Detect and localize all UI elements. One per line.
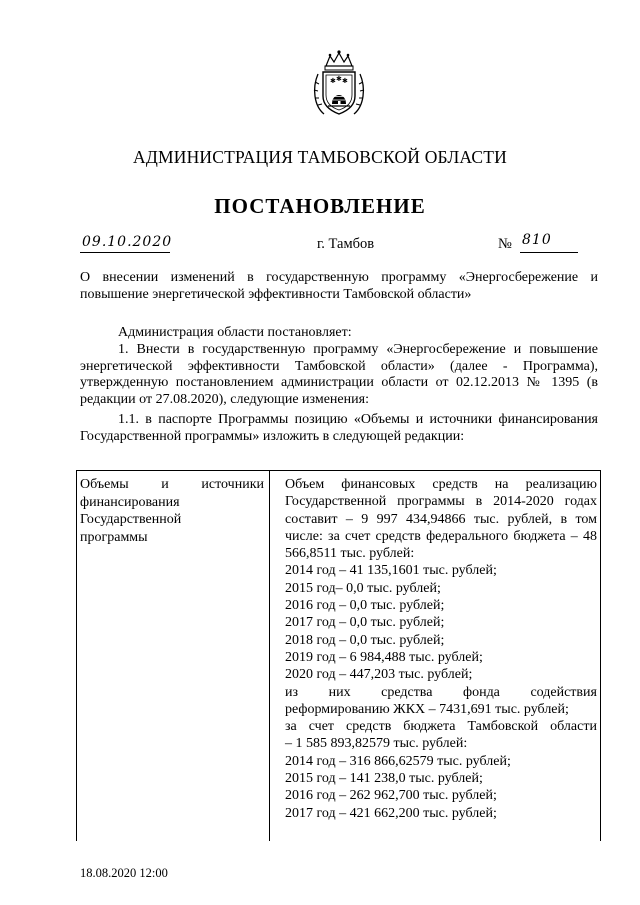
intro-line: Администрация области постановляет:: [118, 325, 352, 340]
regional-word: счет: [308, 719, 335, 735]
fund-word: них: [328, 684, 351, 700]
regional-word: за: [285, 719, 297, 735]
left-word: Объемы: [80, 477, 129, 492]
coat-of-arms-icon: [310, 48, 368, 118]
footer-timestamp: 18.08.2020 12:00: [80, 866, 168, 880]
federal-year-line: 2017 год – 0,0 тыс. рублей;: [285, 615, 445, 631]
fund-line-1: [285, 684, 597, 701]
regional-year-line: 2016 год – 262 962,700 тыс. рублей;: [285, 788, 497, 804]
regional-intro-line-1: [285, 718, 597, 735]
left-word: и: [161, 477, 169, 492]
regional-year-line: 2017 год – 421 662,200 тыс. рублей;: [285, 805, 497, 821]
table-divider: [269, 471, 270, 841]
federal-year-line: 2019 год – 6 984,488 тыс. рублей;: [285, 649, 483, 665]
table-left-cell: [80, 476, 264, 546]
regional-word: области: [550, 719, 597, 735]
left-line: программы: [80, 529, 148, 545]
financing-table: [76, 470, 601, 841]
right-intro-text: Объем финансовых средств на реализацию Государственной программы в 2014-2020 годах составит – 9 997 434,94866 тыс. рублей, в том числе: за счет средств федерального бюджета – 48 566,8511 тыс. рублей:: [285, 477, 597, 562]
city-label: г. Тамбов: [317, 236, 375, 252]
number-underline: [520, 252, 578, 253]
regional-word: Тамбовской: [467, 719, 539, 735]
svg-text:✱: ✱: [342, 77, 348, 85]
fund-word: средства: [381, 684, 433, 700]
fund-word: фонда: [463, 684, 500, 700]
federal-year-line: 2016 год – 0,0 тыс. рублей;: [285, 598, 445, 614]
svg-text:✱: ✱: [330, 77, 336, 85]
federal-year-line: 2018 год – 0,0 тыс. рублей;: [285, 632, 445, 648]
date-underline: [80, 252, 170, 253]
regional-year-line: 2015 год – 141 238,0 тыс. рублей;: [285, 771, 483, 787]
regional-year-line: 2014 год – 316 866,62579 тыс. рублей;: [285, 753, 511, 769]
federal-year-line: 2014 год – 41 135,1601 тыс. рублей;: [285, 563, 497, 579]
table-right-cell: [285, 476, 597, 822]
left-line: Государственной: [80, 512, 182, 527]
organization-title: АДМИНИСТРАЦИЯ ТАМБОВСКОЙ ОБЛАСТИ: [133, 147, 507, 167]
federal-year-line: 2015 год– 0,0 тыс. рублей;: [285, 580, 441, 596]
number-label: №: [498, 236, 512, 252]
handwritten-number: 810: [522, 232, 552, 248]
handwritten-date: 09.10.2020: [82, 234, 173, 250]
fund-line-2: реформированию ЖКХ – 7431,691 тыс. рублей;: [285, 701, 569, 717]
federal-year-line: 2020 год – 447,203 тыс. рублей;: [285, 667, 473, 683]
document-subject: О внесении изменений в государственную программу «Энергосбережение и повышение энергетической эффективности Тамбовской области»: [80, 270, 598, 302]
point-1-1-text: 1.1. в паспорте Программы позицию «Объемы и источники финансирования Государственной программы» изложить в следующей редакции:: [80, 412, 598, 444]
fund-word: из: [285, 684, 299, 700]
svg-text:✱: ✱: [336, 75, 342, 83]
point-1-text: 1. Внести в государственную программу «Энергосбережение и повышение энергетической эффективности Тамбовской области» (далее - Программа), утвержденную постановлением администрации области от 02.12.2013 № 1395 (в редакции от 27.08.2020), следующие изменения:: [80, 342, 598, 407]
document-type-title: ПОСТАНОВЛЕНИЕ: [214, 194, 426, 218]
regional-intro-line-2: – 1 585 893,82579 тыс. рублей:: [285, 736, 468, 752]
regional-word: средств: [346, 719, 392, 735]
fund-word: содействия: [530, 684, 597, 700]
left-line: финансирования: [80, 494, 180, 510]
regional-word: бюджета: [403, 719, 456, 735]
left-word: источники: [201, 477, 264, 492]
